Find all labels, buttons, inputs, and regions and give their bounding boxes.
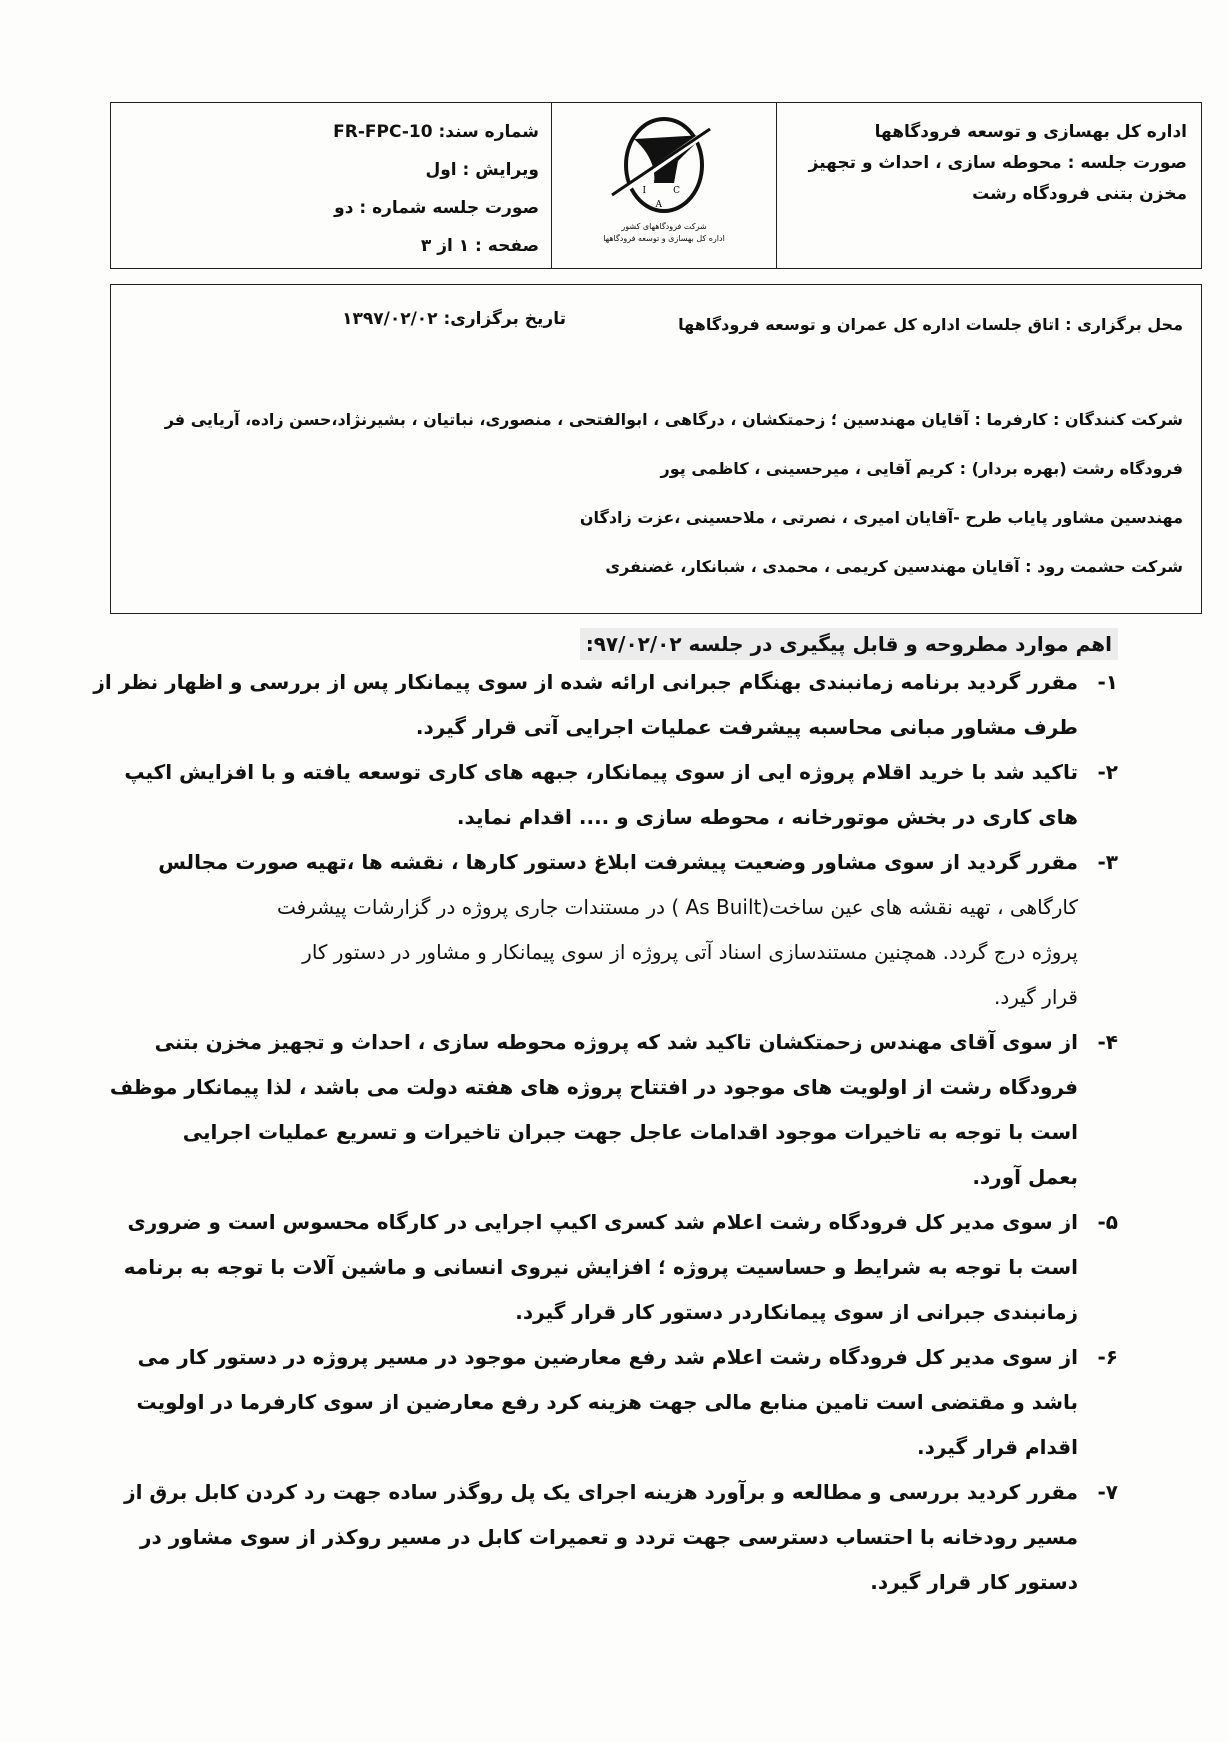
item-text: باشد و مقتضی است تامین منابع مالی جهت هزینه کرد رفع معارضین از سوی کارفرما در اولویت (136, 1390, 1078, 1414)
minutes-item (109, 1020, 1118, 1200)
item-text: های کاری در بخش موتورخانه ، محوطه سازی و .... اقدام نماید. (456, 805, 1078, 829)
item-line (118, 1425, 1118, 1470)
item-text: قرار گیرد. (993, 985, 1078, 1009)
item-text: اقدام قرار گیرد. (917, 1435, 1078, 1459)
item-number: ۶- (1097, 1345, 1118, 1369)
page-number: صفحه : ۱ از ۳ (420, 236, 539, 256)
item-text: است با توجه به تاخیرات موجود اقدامات عاجل جهت جبران تاخیرات و تسریع عملیات اجرایی (182, 1120, 1078, 1144)
item-line (118, 1515, 1118, 1560)
logo-caption-line: اداره کل بهسازی و توسعه فرودگاهها (603, 234, 725, 243)
minutes-items (93, 660, 1118, 1605)
svg-text:A: A (655, 200, 662, 210)
item-line (93, 660, 1118, 705)
item-number: ۳- (1097, 850, 1118, 874)
item-line (118, 885, 1118, 930)
item-line (109, 1065, 1118, 1110)
minutes-item (93, 660, 1118, 750)
svg-text:C: C (673, 186, 680, 196)
item-number: ۷- (1097, 1480, 1118, 1504)
org-line: صورت جلسه : محوطه سازی ، احداث و تجهیز (808, 153, 1187, 173)
org-line: مخزن بتنی فرودگاه رشت (972, 184, 1187, 204)
logo-caption-line: شرکت فرودگاههای کشور (621, 222, 707, 231)
item-text: کارگاهی ، تهیه نقشه های عین ساخت(As Built ) در مستندات جاری پروژه در گزارشات پیشرفت (276, 895, 1078, 919)
item-line (118, 795, 1118, 840)
minutes-number: صورت جلسه شماره : دو (334, 198, 539, 218)
item-line (118, 840, 1118, 885)
item-number: ۴- (1097, 1030, 1118, 1054)
item-line (118, 1470, 1118, 1515)
item-text: فرودگاه رشت از اولویت های موجود در افتتاح پروژه های هفته دولت می باشد ، لذا پیمانکار موظف (109, 1075, 1078, 1099)
minutes-item (118, 1470, 1118, 1605)
item-line (118, 1155, 1118, 1200)
item-text: تاکید شد با خرید اقلام پروژه ایی از سوی پیمانکار، جبهه های کاری توسعه یافته و با افزایش اکیپ (124, 760, 1078, 784)
item-line (118, 1380, 1118, 1425)
item-number: ۱- (1097, 670, 1118, 694)
item-text: مقرر کردید بررسی و مطالعه و برآورد هزینه اجرای یک پل روگذر ساده جهت رد کردن کابل برق از (124, 1480, 1078, 1504)
item-text: مقرر گردید برنامه زمانبندی بهنگام جبرانی ارائه شده از سوی پیمانکار پس از بررسی و اظهار نظر از (93, 670, 1078, 694)
participant-line: شرکت حشمت رود : آقایان مهندسین کریمی ، محمدی ، شبانکار، غضنفری (605, 557, 1183, 576)
item-line (118, 705, 1118, 750)
item-text: از سوی آقای مهندس زحمتکشان تاکید شد که پروژه محوطه سازی ، احداث و تجهیز مخزن بتنی (154, 1030, 1078, 1054)
item-line (118, 1290, 1118, 1335)
item-line (118, 1200, 1118, 1245)
minutes-item (118, 750, 1118, 840)
svg-text:I: I (642, 186, 646, 196)
item-line (118, 1560, 1118, 1605)
item-text: بعمل آورد. (972, 1165, 1078, 1189)
item-text: مسیر رودخانه با احتساب دسترسی جهت تردد و تعمیرات کابل در مسیر روکذر از سوی مشاور در (140, 1525, 1078, 1549)
item-line (118, 1335, 1118, 1380)
item-text: زمانبندی جبرانی از سوی پیمانکاردر دستور کار قرار گیرد. (515, 1300, 1078, 1324)
item-line (118, 930, 1118, 975)
minutes-item (118, 1200, 1118, 1335)
item-line (118, 750, 1118, 795)
participant-line: فرودگاه رشت (بهره بردار) : کریم آقایی ، میرحسینی ، کاظمی پور (660, 459, 1183, 478)
doc-number: شماره سند: FR-FPC-10 (333, 122, 539, 142)
minutes-item (118, 840, 1118, 1020)
item-line (118, 1245, 1118, 1290)
org-title-cell (776, 103, 1201, 268)
logo-cell (551, 103, 776, 268)
item-text: از سوی مدیر کل فرودگاه رشت اعلام شد کسری اکیپ اجرایی در کارگاه محسوس است و ضروری (127, 1210, 1078, 1234)
item-line (118, 1020, 1118, 1065)
document-header (110, 102, 1202, 269)
item-number: ۵- (1097, 1210, 1118, 1234)
item-line (118, 1110, 1118, 1155)
logo-caption (603, 221, 725, 245)
item-number: ۲- (1097, 760, 1118, 784)
item-line (118, 975, 1118, 1020)
meeting-info (110, 284, 1202, 614)
item-text: طرف مشاور مبانی محاسبه پیشرفت عملیات اجرایی آتی قرار گیرد. (415, 715, 1078, 739)
item-text: است با توجه به شرایط و حساسیت پروژه ؛ افزایش نیروی انسانی و ماشین آلات با توجه به برنامه (123, 1255, 1078, 1279)
minutes-item (118, 1335, 1118, 1470)
org-line: اداره کل بهسازی و توسعه فرودگاهها (874, 122, 1187, 142)
participant-line: شرکت کنندگان : کارفرما : آقایان مهندسین ؛ زحمتکشان ، درگاهی ، ابوالفتحی ، منصوری، نباتیان ، بشیرنژاد،حسن زاده، آریایی فر (164, 410, 1183, 429)
meeting-place: محل برگزاری : اتاق جلسات اداره کل عمران و توسعه فرودگاهها (678, 315, 1183, 334)
item-text: پروژه درج گردد. همچنین مستندسازی اسناد آتی پروژه از سوی پیمانکار و مشاور در دستور کار (302, 940, 1078, 964)
item-text: از سوی مدیر کل فرودگاه رشت اعلام شد رفع معارضین موجود در مسیر پروژه در دستور کار می (137, 1345, 1078, 1369)
item-text: مقرر گردید از سوی مشاور وضعیت پیشرفت ابلاغ دستور کارها ، نقشه ها ،تهیه صورت مجالس (158, 850, 1078, 874)
minutes-body (93, 628, 1118, 1605)
airports-company-logo-icon (594, 117, 734, 217)
doc-info-cell (111, 103, 551, 268)
edition: ویرایش : اول (425, 160, 539, 180)
meeting-date: تاریخ برگزاری: ۱۳۹۷/۰۲/۰۲ (342, 309, 566, 329)
item-text: دستور کار قرار گیرد. (870, 1570, 1078, 1594)
section-heading: اهم موارد مطروحه و قابل پیگیری در جلسه ۹۷/۰۲/۰۲: (580, 628, 1118, 660)
participant-line: مهندسین مشاور پایاب طرح -آقایان امیری ، نصرتی ، ملاحسینی ،عزت زادگان (579, 508, 1183, 527)
participants (165, 395, 1183, 591)
